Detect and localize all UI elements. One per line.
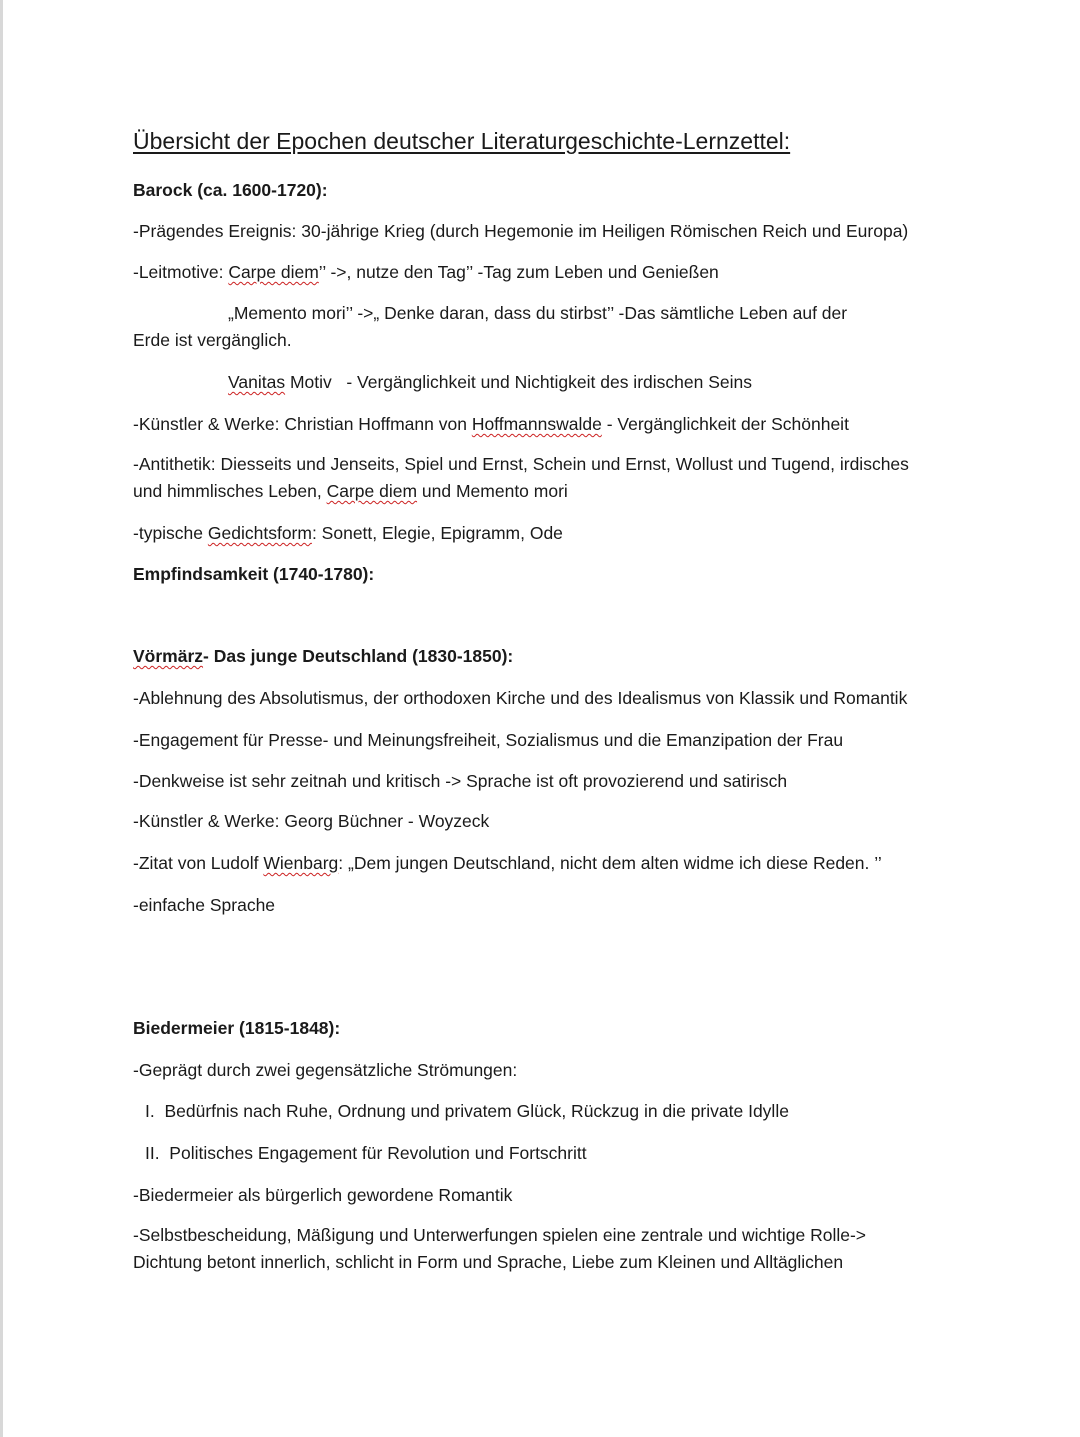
page-edge (0, 0, 3, 1437)
zitat-rest: : „Dem jungen Deutschland, nicht dem alten widme ich diese Reden. ’’ (338, 853, 882, 873)
vormaerz-zitat (133, 850, 882, 877)
vormaerz-denkweise: -Denkweise ist sehr zeitnah und kritisch -> Sprache ist oft provozierend und satirisch (133, 771, 788, 791)
biedermeier-item-1: I. Bedürfnis nach Ruhe, Ordnung und privatem Glück, Rückzug in die private Idylle (145, 1101, 789, 1121)
carpe-diem-word: Carpe diem (228, 262, 319, 282)
zitat-name: Wienbarg (263, 853, 339, 873)
vormaerz-heading (133, 643, 513, 670)
vormaerz-ablehnung: -Ablehnung des Absolutismus, der orthodoxen Kirche und des Idealismus von Klassik und Romantik (133, 688, 908, 708)
kuenstler-rest: - Vergänglichkeit der Schönheit (601, 414, 849, 434)
gedicht-rest: : Sonett, Elegie, Epigramm, Ode (311, 523, 563, 543)
vormaerz-heading-word: Vörmärz (133, 646, 204, 666)
barock-ereignis: -Prägendes Ereignis: 30-jährige Krieg (durch Hegemonie im Heiligen Römischen Reich und Europa) (133, 221, 909, 241)
vanitas-word: Vanitas (228, 372, 286, 392)
antithetik-rest: und Memento mori (417, 481, 568, 501)
barock-heading: Barock (ca. 1600-1720): (133, 180, 328, 200)
barock-kuenstler (133, 411, 849, 438)
vormaerz-engagement: -Engagement für Presse- und Meinungsfreiheit, Sozialismus und die Emanzipation der Frau (133, 730, 844, 750)
vanitas-rest: Motiv - Vergänglichkeit und Nichtigkeit des irdischen Seins (285, 372, 752, 392)
biedermeier-selbst-line2: Dichtung betont innerlich, schlicht in Form und Sprache, Liebe zum Kleinen und Alltäglichen (133, 1252, 844, 1272)
vormaerz-heading-rest: - Das junge Deutschland (1830-1850): (203, 646, 514, 666)
empfindsamkeit-heading: Empfindsamkeit (1740-1780): (133, 564, 375, 584)
barock-gedichtsform (133, 520, 563, 547)
biedermeier-selbst-line1: -Selbstbescheidung, Mäßigung und Unterwerfungen spielen eine zentrale und wichtige Rolle-> (133, 1225, 867, 1245)
zitat-prefix: -Zitat von Ludolf (133, 853, 264, 873)
antithetik-prefix: und himmlisches Leben, (133, 481, 327, 501)
gedicht-prefix: -typische (133, 523, 208, 543)
leitmotive-prefix: -Leitmotive: (133, 262, 229, 282)
document-title: Übersicht der Epochen deutscher Literaturgeschichte-Lernzettel: (133, 128, 791, 154)
biedermeier-gepraegt: -Geprägt durch zwei gegensätzliche Strömungen: (133, 1060, 518, 1080)
vormaerz-sprache: -einfache Sprache (133, 895, 276, 915)
barock-antithetik-line2 (133, 478, 568, 505)
barock-memento-line2: Erde ist vergänglich. (133, 330, 292, 350)
kuenstler-name: Hoffmannswalde (471, 414, 602, 434)
leitmotive-rest: ’’ ->, nutze den Tag’’ -Tag zum Leben und Genießen (318, 262, 719, 282)
biedermeier-item-2: II. Politisches Engagement für Revolution und Fortschritt (145, 1143, 587, 1163)
vormaerz-kuenstler: -Künstler & Werke: Georg Büchner - Woyzeck (133, 811, 490, 831)
barock-leitmotive (133, 259, 719, 286)
barock-vanitas (228, 369, 752, 396)
antithetik-carpe: Carpe diem (326, 481, 418, 501)
gedicht-word: Gedichtsform (207, 523, 312, 543)
biedermeier-heading: Biedermeier (1815-1848): (133, 1018, 341, 1038)
biedermeier-buergerlich: -Biedermeier als bürgerlich gewordene Romantik (133, 1185, 513, 1205)
barock-antithetik-line1: -Antithetik: Diesseits und Jenseits, Spiel und Ernst, Schein und Ernst, Wollust und Tugend, irdisches (133, 454, 909, 474)
kuenstler-prefix: -Künstler & Werke: Christian Hoffmann von (133, 414, 472, 434)
barock-memento-line1: „Memento mori’’ ->„ Denke daran, dass du stirbst’’ -Das sämtliche Leben auf der (228, 303, 848, 323)
